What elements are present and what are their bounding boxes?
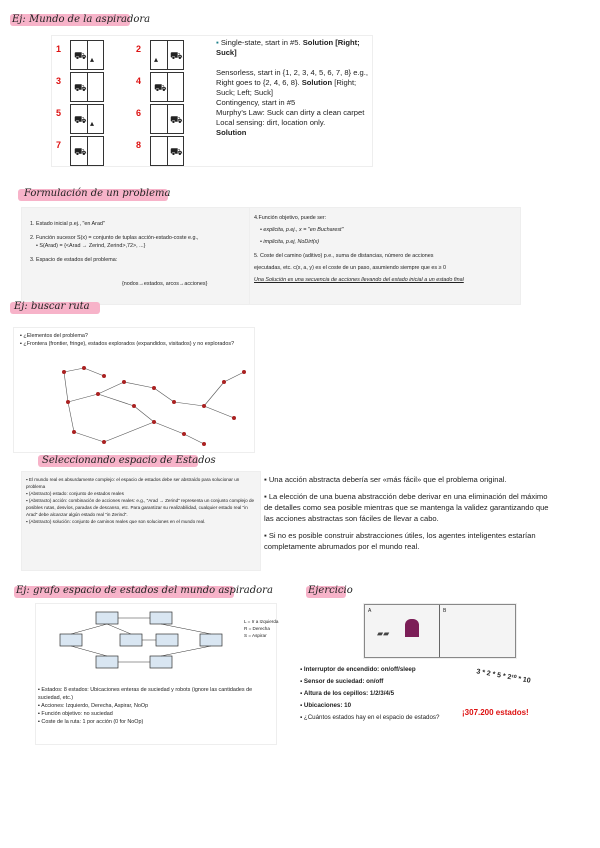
robot-dirt-icon: ⛟ — [74, 83, 87, 94]
state-space-right-notes: ▪ Una acción abstracta debería ser «más fácil» que el problema original. ▪ La elección de una buena abstracción debe derivar en una eliminación del máximo de detalles como sea posible mientras que se mantenga la validez garantizando que las acciones abstractas son fáciles de llevar a cabo. ▪ Si no es posible construir abstracciones útiles, los agentes inteligentes estarían completamente abrumados por el mundo real. — [264, 475, 549, 551]
solution-definition: Una Solución es una secuencia de acciones llevando del estado inicial a un estado final — [254, 277, 464, 283]
state-number: 6 — [136, 108, 142, 118]
state-6-cell — [150, 104, 184, 134]
vacuum-world-panel — [52, 36, 372, 166]
state-number: 4 — [136, 76, 142, 86]
robot-dirt-icon: ⛟ — [74, 51, 87, 62]
state-4-cell — [150, 72, 184, 102]
vacuum-notes: ▪ Single-state, start in #5. Solution [Right; Suck] Sensorless, start in {1, 2, 3, 4, 5, 6, 7, 8} e.g., Right goes to {2, 4, 6, 8}. Solution [Right; Suck; Left; Suck] Contingency, start in #5 Murphy's Law: Suck can dirty a clean carpet Local sensing: dirt, location only. Solution — [216, 38, 368, 137]
robot-icon: ⛟ — [74, 147, 87, 158]
graph-legend: L = Ir a Izquierda R = Derecha S = Aspirar — [244, 619, 279, 638]
dirt-icon: ▴ — [90, 55, 95, 64]
state-number: 1 — [56, 44, 62, 54]
graph-note: {nodos→estados, arcos→acciones} — [122, 281, 208, 287]
state-count-result: ¡307.200 estados! — [462, 708, 529, 717]
section-title-vacuum-graph: Ej: grafo espacio de estados del mundo aspiradora — [16, 585, 273, 596]
section-title-route-search: Ej: buscar ruta — [14, 301, 90, 312]
robot-icon: ⛟ — [170, 147, 183, 158]
problem-formulation-panel: 1. Estado inicial p.ej., "en Arad" 2. Función sucesor S(x) = conjunto de tuplas acción-estado-coste e.g., • S(Arad) = {<Arad → Zerind, Zerind>,72>, ...} 3. Espacio de estados del problema: {nodos→estados, arcos→acciones} — [22, 208, 272, 304]
vacuum-graph-panel: L = Ir a Izquierda R = Derecha S = Aspirar ▪ Estados: 8 estados: Ubicaciones enteras de suciedad y robots (ignore las cantidades de suciedad, etc.) ▪ Acciones: Izquierdo, Derecha, Aspirar, NoOp ▪ Función objetivo: no suciedad ▪ Coste de la ruta: 1 por acción (0 for NoOp) — [36, 604, 276, 744]
vacuum-state-graph — [40, 608, 230, 676]
section-title-exercise: Ejercicio — [308, 585, 353, 596]
robot-dirt-icon: ⛟ — [170, 51, 183, 62]
state-count-formula: 3 * 2 * 5 * 2¹⁰ * 10 — [475, 668, 532, 685]
state-2-cell — [150, 40, 184, 70]
state-space-left-panel: ▪ El mundo real es absurdamente complejo: el espacio de estados debe ser abstraído para solucionar un problema ▪ (Abstracto) estado: conjunto de estados reales ▪ (Abstracto) acción: combinación de acciones reales: e.g., "Arad → Zerind" representa un conjunto complejo de posibles rutas, desvíos, paradas de descanso, etc. Para garantizar su realizabilidad, cualquier estado real "in Arad" debe alcanzar algún estado real "in Zerind". ▪ (Abstracto) solución: conjunto de caminos reales que son soluciones en el mundo real. — [22, 472, 260, 570]
state-number: 8 — [136, 140, 142, 150]
section-title-state-space: Seleccionando espacio de Estados — [42, 455, 216, 466]
robot-icon: ⛟ — [154, 83, 167, 94]
room-b-label: B — [443, 608, 447, 614]
robot-dirt-icon: ⛟ — [170, 115, 183, 126]
exercise-list: ▪ Interruptor de encendido: on/off/sleep ▪ Sensor de suciedad: on/off ▪ Altura de los cepillos: 1/2/3/4/5 ▪ Ubicaciones: 10 ▪ ¿Cuántos estados hay en el espacio de estados? — [300, 666, 440, 721]
state-number: 3 — [56, 76, 62, 86]
state-5-cell — [70, 104, 104, 134]
problem-formulation-panel-right: 4.Función objetivo, puede ser: • explicita, p.ej., x = "en Bucharest" • implicita, p.ej, NoDirt(x) 5. Coste del camino (aditivo) p.e., suma de distancias, número de acciones ejecutadas, etc. c(x, a, y) es el coste de un paso, asumiendo siempre que es ≥ 0 Una Solución es una secuencia de acciones llevando del estado inicial a un estado final — [250, 208, 520, 304]
state-8-cell — [150, 136, 184, 166]
romania-map — [54, 362, 254, 450]
state-number: 5 — [56, 108, 62, 118]
dirt-icon: ▰▰ — [377, 629, 390, 638]
route-search-panel: ▪ ¿Elementos del problema? ▪ ¿Frontera (frontier, fringe), estados explorados (expandidos, visitados) y no explorados? — [14, 328, 254, 452]
state-number: 2 — [136, 44, 142, 54]
dirt-icon: ▴ — [90, 119, 95, 128]
state-number: 7 — [56, 140, 62, 150]
section-title-vacuum-world: Ej: Mundo de la aspiradora — [12, 14, 151, 25]
state-7-cell — [70, 136, 104, 166]
robot-icon — [405, 619, 419, 637]
dirt-icon: ▴ — [154, 55, 159, 64]
state-1-cell — [70, 40, 104, 70]
room-a-label: A — [368, 608, 372, 614]
exercise-rooms — [364, 604, 516, 658]
state-3-cell — [70, 72, 104, 102]
robot-dirt-icon: ⛟ — [74, 115, 87, 126]
section-title-problem-formulation: Formulación de un problema — [24, 188, 171, 199]
